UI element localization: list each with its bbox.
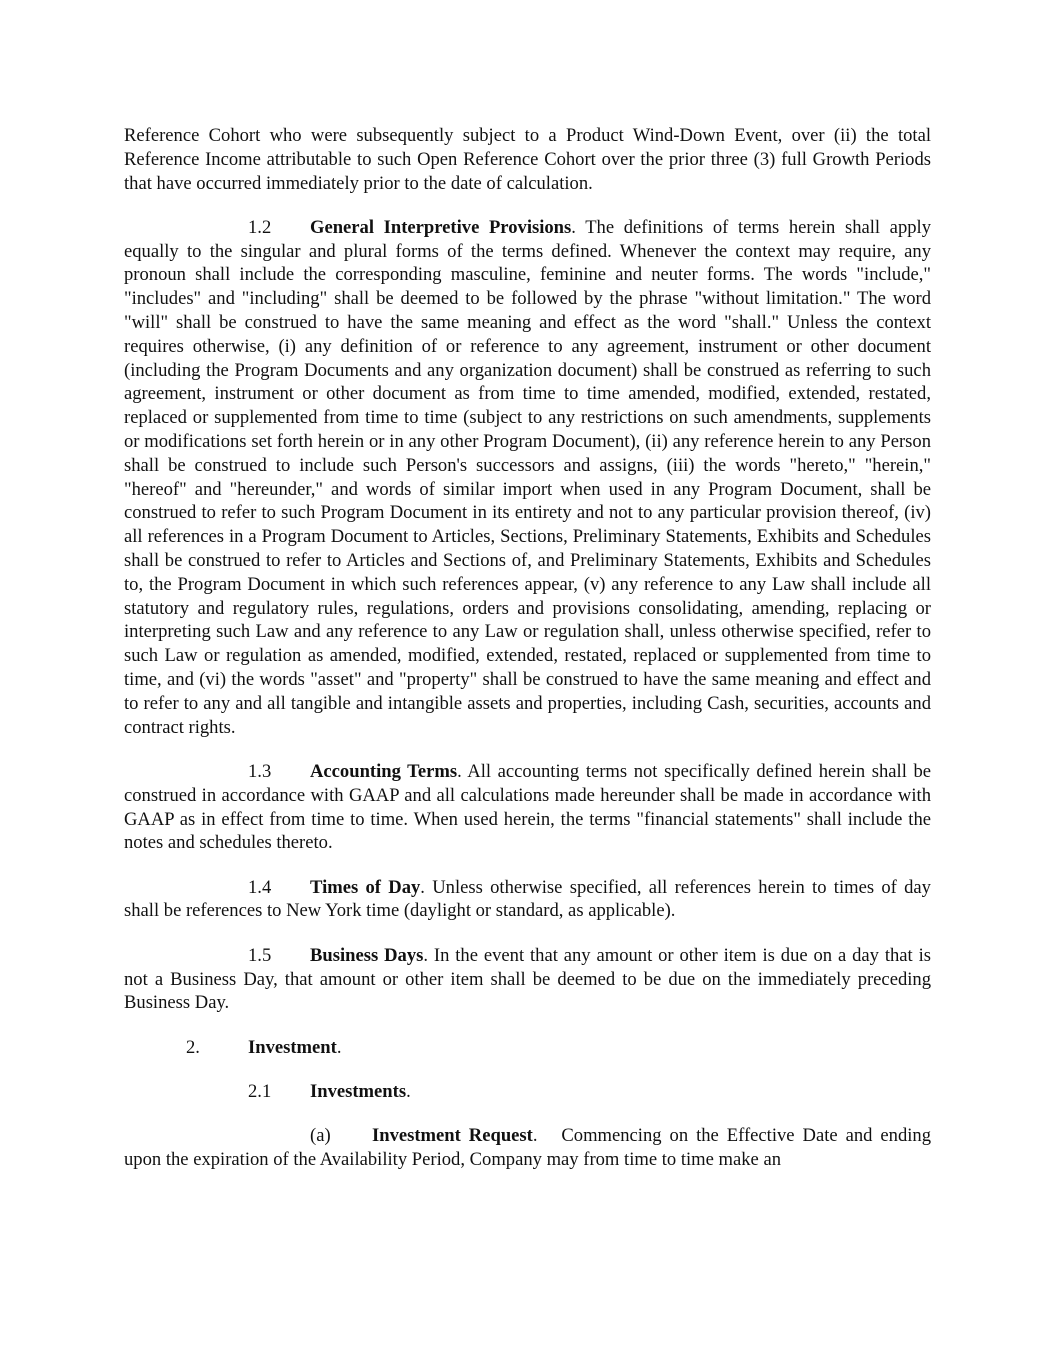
section-number: 1.3 <box>248 760 272 782</box>
section-2 <box>124 1036 931 1060</box>
section-2-1-a <box>124 1124 936 1172</box>
section-heading: Business Days <box>310 944 424 966</box>
section-2-1 <box>124 1080 931 1104</box>
section-number: 2.1 <box>248 1080 272 1102</box>
section-number: (a) <box>310 1125 331 1147</box>
section-text: . Unless otherwise specified, all references herein to times of day shall be references to New York time (daylight or standard, as applicable). <box>124 876 931 922</box>
section-1-2 <box>124 216 931 740</box>
section-number: 1.4 <box>248 876 272 898</box>
section-number: 2. <box>186 1036 200 1058</box>
section-number: 1.5 <box>248 944 272 966</box>
section-1-5 <box>124 944 931 1015</box>
section-text: . Commencing on the Effective Date and ending upon the expiration of the Availability Period, Company may from time to time make an <box>124 1125 936 1170</box>
section-number: 1.2 <box>248 216 272 238</box>
section-text: . All accounting terms not specifically defined herein shall be construed in accordance with GAAP and all calculations made hereunder shall be made in accordance with GAAP as in effect from time to time. When used herein, the terms "financial statements" shall include the notes and schedules thereto. <box>124 760 931 854</box>
section-heading: General Interpretive Provisions <box>310 216 572 238</box>
section-text: . The definitions of terms herein shall apply equally to the singular and plural forms of the terms defined. Whenever the context may require, any pronoun shall include the corresponding masculine, feminine and neuter forms. The words "include," "includes" and "including" shall be deemed to be followed by the phrase "without limitation." The word "will" shall be construed to have the same meaning and effect as the word "shall." Unless the context requires otherwise, (i) any definition of or reference to any agreement, instrument or other document (including the Program Documents and any organization document) shall be construed as referring to such agreement, instrument or other document as from time to time amended, modified, extended, restated, replaced or supplemented from time to time (subject to any restrictions on such amendments, supplements or modifications set forth herein or in any other Program Document), (ii) any reference herein to any Person shall be construed to include such Person's successors and assigns, (iii) the words "hereto," "herein," "hereof" and "hereunder," and words of similar import when used in any Program Document, shall be construed to refer to such Program Document in its entirety and not to any particular provision thereof, (iv) all references in a Program Document to Articles, Sections, Preliminary Statements, Exhibits and Schedules shall be construed to refer to Articles and Sections of, and Preliminary Statements, Exhibits and Schedules to, the Program Document in which such references appear, (v) any reference to any Law shall include all statutory and regulatory rules, regulations, orders and provisions consolidating, amending, replacing or interpreting such Law and any reference to any Law or regulation shall, unless otherwise specified, refer to such Law or regulation as amended, modified, extended, restated, replaced or supplemented from time to time, and (vi) the words "asset" and "property" shall be construed to have the same meaning and effect and to refer to any and all tangible and intangible assets and properties, including Cash, securities, accounts and contract rights. <box>124 216 931 738</box>
section-heading: Investment Request <box>372 1125 533 1147</box>
paragraph-continuation <box>124 124 931 195</box>
section-heading: Investment <box>248 1036 337 1058</box>
section-text: . In the event that any amount or other item is due on a day that is not a Business Day, that amount or other item shall be deemed to be due on the immediately preceding Business Day. <box>124 944 931 1014</box>
section-1-4 <box>124 876 931 924</box>
section-1-3 <box>124 760 931 855</box>
section-heading: Times of Day <box>310 876 421 898</box>
paragraph-text: Reference Cohort who were subsequently subject to a Product Wind-Down Event, over (ii) the total Reference Income attributable to such Open Reference Cohort over the prior three (3) full Growth Periods that have occurred immediately prior to the date of calculation. <box>124 125 931 194</box>
section-heading: Accounting Terms <box>310 760 458 782</box>
document-page <box>124 124 936 1192</box>
section-text: . <box>406 1080 411 1102</box>
section-heading: Investments <box>310 1080 407 1102</box>
section-text: . <box>336 1036 342 1058</box>
